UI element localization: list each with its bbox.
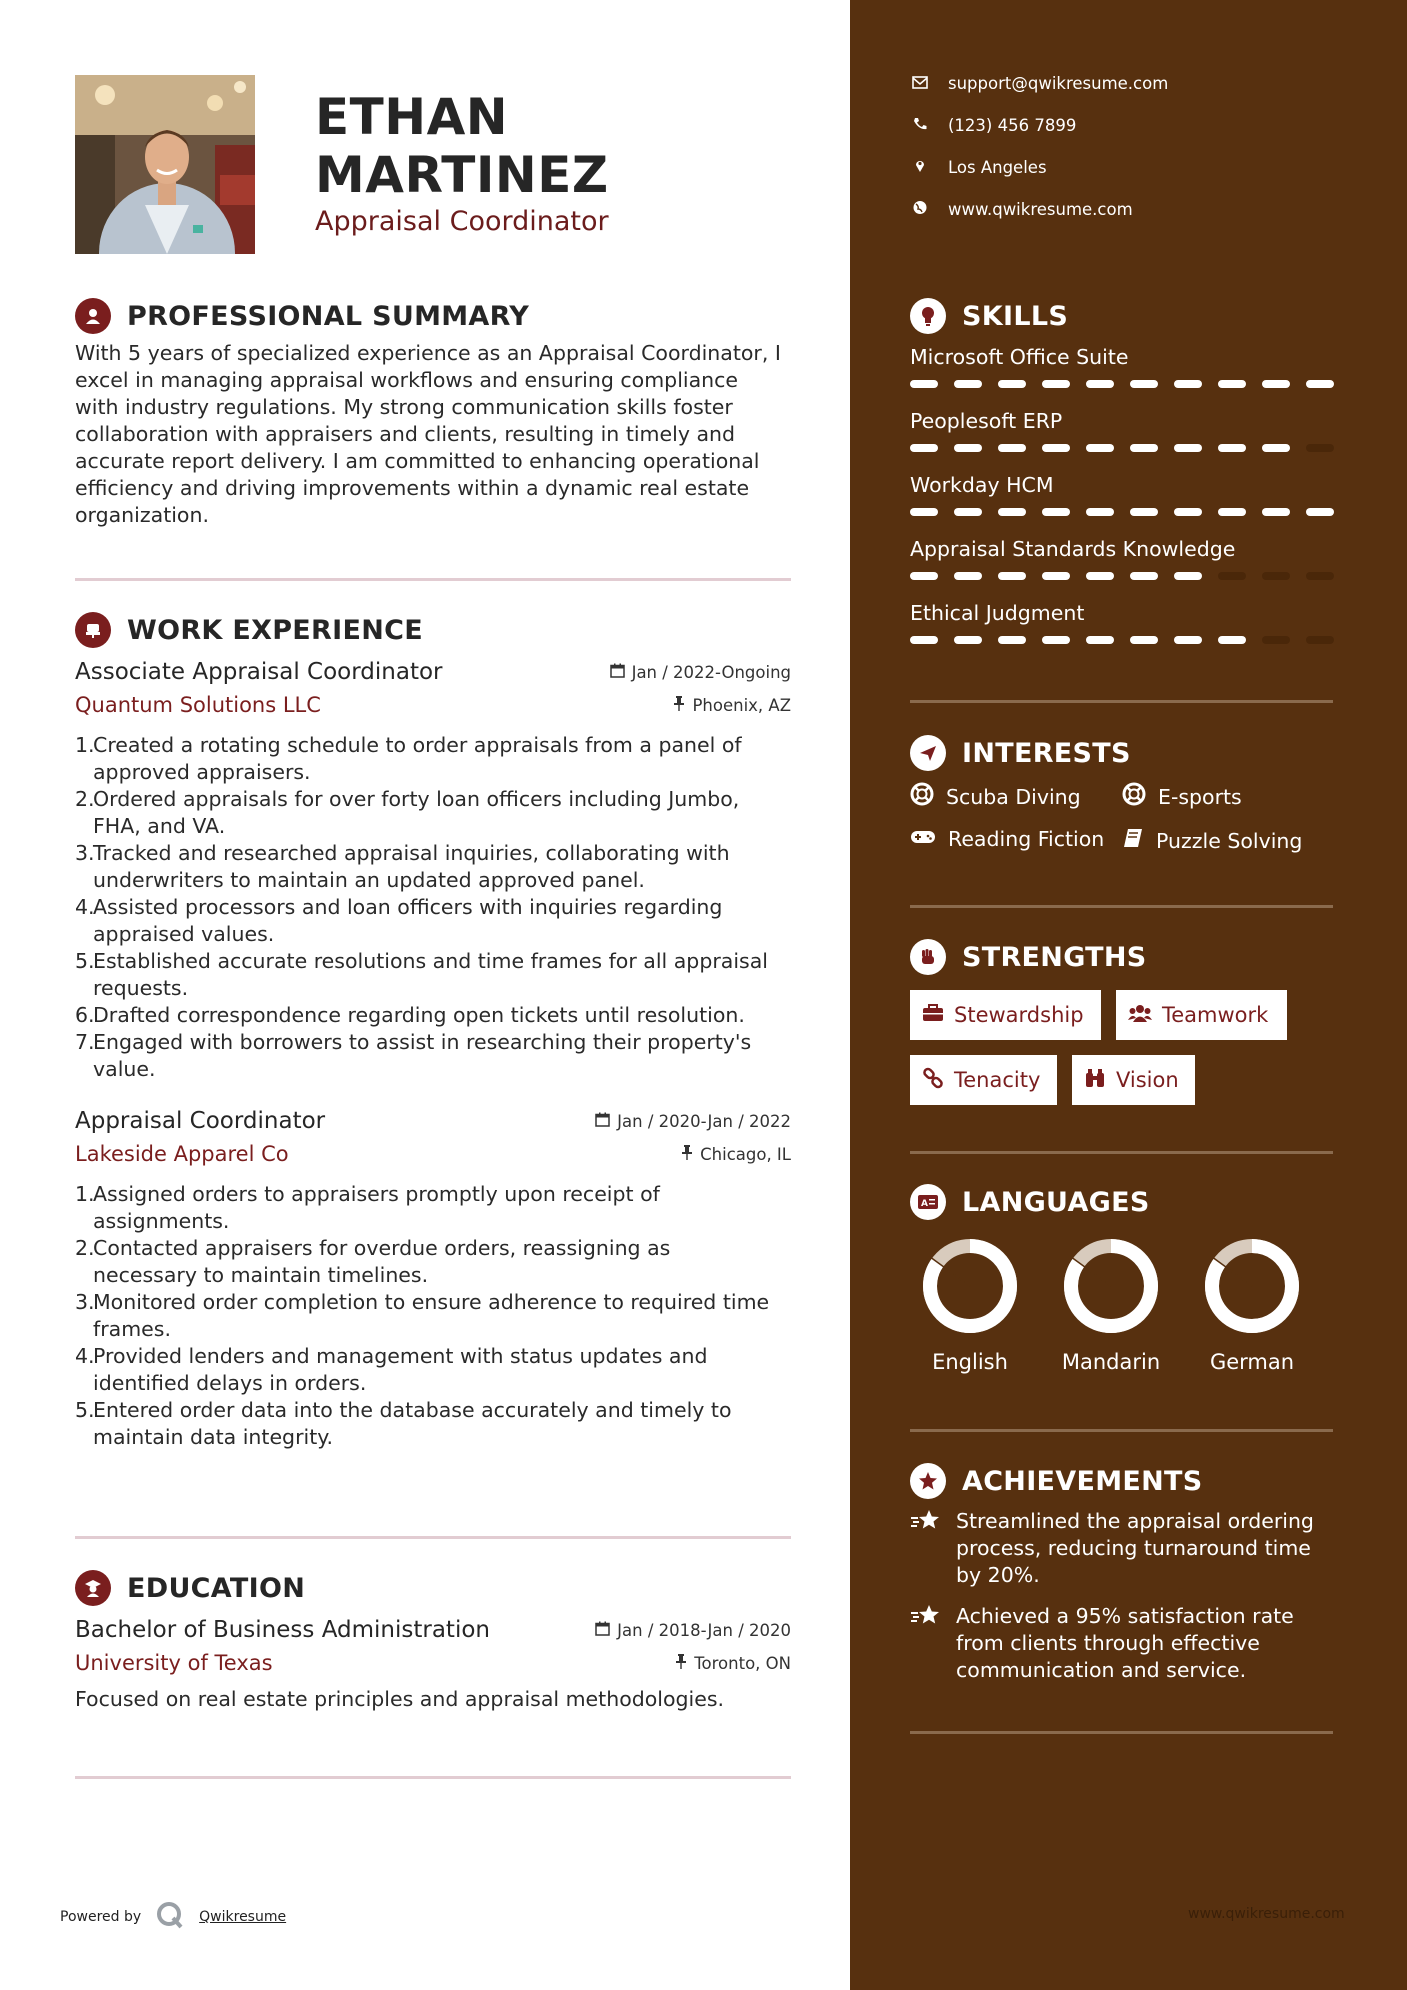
- life-ring-icon: [1122, 782, 1146, 811]
- skill-level-dash: [1086, 380, 1114, 388]
- skill-level-dash: [954, 572, 982, 580]
- skill-level-dash: [910, 508, 938, 516]
- fist-icon: [910, 939, 946, 975]
- skill-level-dash: [1130, 636, 1158, 644]
- skill-level-bar: [910, 572, 1335, 580]
- globe-icon: [912, 200, 928, 219]
- strength-label: Vision: [1116, 1068, 1179, 1092]
- strength-badge: [1072, 1055, 1195, 1105]
- summary-header: [75, 296, 791, 336]
- summary-line: accurate report delivery. I am committed to enhancing operational: [75, 449, 760, 473]
- skill-level-dash: [1130, 572, 1158, 580]
- school: University of Texas: [75, 1651, 273, 1675]
- duty-item: Contacted appraisers for overdue orders, reassigning as necessary to maintain timelines.: [93, 1236, 671, 1287]
- candidate-title: Appraisal Coordinator: [315, 206, 609, 237]
- brand-link[interactable]: Qwikresume: [199, 1909, 287, 1925]
- website-text: www.qwikresume.com: [948, 200, 1133, 219]
- sidebar-divider: [910, 1731, 1333, 1734]
- summary-heading: PROFESSIONAL SUMMARY: [127, 300, 530, 332]
- skill-level-bar: [910, 444, 1335, 452]
- summary-text: [75, 340, 791, 529]
- skill-level-dash: [1174, 636, 1202, 644]
- interest-label: Reading Fiction: [948, 827, 1105, 851]
- skill-level-dash: [910, 444, 938, 452]
- job-company: Quantum Solutions LLC: [75, 693, 321, 717]
- strength-badge: [1116, 990, 1287, 1040]
- skill-level-dash: [1262, 636, 1290, 644]
- interest-label: E-sports: [1158, 784, 1242, 809]
- sidebar-divider: [910, 700, 1333, 703]
- duty-item: Provided lenders and management with status updates and identified delays in orders.: [93, 1344, 708, 1395]
- gamepad-icon: [910, 827, 936, 851]
- achievement-text: Streamlined the appraisal ordering process, reducing turnaround time by 20%.: [956, 1509, 1314, 1587]
- skill-level-dash: [954, 636, 982, 644]
- strength-badge: [910, 1055, 1057, 1105]
- star-icon: [910, 1603, 942, 1684]
- interest-item: [910, 827, 1104, 851]
- footer-site: www.qwikresume.com: [1188, 1906, 1345, 1922]
- summary-section: [75, 296, 791, 529]
- section-divider: [75, 1776, 791, 1779]
- skill-level-dash: [1042, 508, 1070, 516]
- job-date: [595, 1112, 791, 1131]
- skill-level-dash: [910, 572, 938, 580]
- skill-item: [910, 344, 1335, 388]
- job-date: [610, 663, 791, 682]
- calendar-icon: [595, 1621, 610, 1640]
- skill-level-dash: [998, 508, 1026, 516]
- skill-item: [910, 472, 1335, 516]
- skill-level-dash: [1218, 508, 1246, 516]
- summary-line: efficiency and driving improvements within a dynamic real estate: [75, 476, 750, 500]
- duty-item: Established accurate resolutions and time frames for all appraisal requests.: [93, 949, 768, 1000]
- interest-item: [1122, 827, 1302, 854]
- education-date-text: Jan / 2018-Jan / 2020: [617, 1620, 791, 1640]
- contact-location: [912, 158, 1047, 177]
- skill-level-dash: [1174, 380, 1202, 388]
- email-text: support@qwikresume.com: [948, 74, 1169, 93]
- user-icon: [75, 298, 111, 334]
- skill-level-dash: [1130, 508, 1158, 516]
- powered-by-label: Powered by: [60, 1909, 142, 1925]
- achievements-header: [910, 1461, 1203, 1501]
- skill-level-dash: [1262, 444, 1290, 452]
- pin-icon: [673, 696, 685, 715]
- skill-level-dash: [1218, 572, 1246, 580]
- education-header: [75, 1568, 791, 1608]
- sidebar-divider: [910, 1429, 1333, 1432]
- sidebar-divider: [910, 1151, 1333, 1154]
- language-ring: [920, 1236, 1020, 1336]
- duty-item: Engaged with borrowers to assist in researching their property's value.: [93, 1030, 752, 1081]
- briefcase-icon: [922, 1003, 944, 1027]
- envelope-icon: [912, 74, 928, 93]
- duty-item: Drafted correspondence regarding open tickets until resolution.: [93, 1003, 745, 1027]
- education-section: [75, 1568, 791, 1713]
- candidate-name: [315, 88, 609, 204]
- contact-email[interactable]: [912, 74, 1168, 93]
- last-name: MARTINEZ: [315, 146, 609, 204]
- skill-level-dash: [1306, 636, 1334, 644]
- skill-level-bar: [910, 636, 1335, 644]
- skill-item: [910, 600, 1335, 644]
- section-divider: [75, 1536, 791, 1539]
- skill-level-dash: [1086, 508, 1114, 516]
- location-text: Los Angeles: [948, 158, 1047, 177]
- star-icon: [910, 1508, 942, 1589]
- interests-heading: INTERESTS: [962, 737, 1131, 769]
- skill-level-dash: [1218, 636, 1246, 644]
- skill-level-bar: [910, 508, 1335, 516]
- achievements-heading: ACHIEVEMENTS: [962, 1465, 1203, 1497]
- job-title: Appraisal Coordinator: [75, 1108, 326, 1134]
- skill-level-bar: [910, 380, 1335, 388]
- language-item: [1046, 1236, 1176, 1374]
- language-ring: [1061, 1236, 1161, 1336]
- paper-plane-icon: [910, 735, 946, 771]
- skill-level-dash: [1086, 636, 1114, 644]
- job-company: Lakeside Apparel Co: [75, 1142, 289, 1166]
- education-description: Focused on real estate principles and appraisal methodologies.: [75, 1687, 725, 1711]
- skill-level-dash: [954, 508, 982, 516]
- language-name: English: [932, 1350, 1008, 1374]
- interest-label: Scuba Diving: [946, 784, 1081, 809]
- job-title: Associate Appraisal Coordinator: [75, 659, 443, 685]
- map-pin-icon: [912, 158, 928, 177]
- phone-icon: [912, 116, 928, 135]
- skill-level-dash: [1262, 572, 1290, 580]
- lightbulb-icon: [910, 298, 946, 334]
- book-icon: [1122, 827, 1144, 854]
- skills-heading: SKILLS: [962, 300, 1069, 332]
- education-location: [675, 1654, 791, 1673]
- job-location: [681, 1145, 791, 1164]
- skill-level-dash: [1306, 444, 1334, 452]
- calendar-icon: [595, 1112, 610, 1131]
- language-name: German: [1209, 1350, 1295, 1374]
- interests-header: [910, 733, 1131, 773]
- skill-level-dash: [1174, 508, 1202, 516]
- summary-line: excel in managing appraisal workflows and ensuring compliance: [75, 368, 739, 392]
- education-entry: [75, 1614, 791, 1713]
- language-name: Mandarin: [1061, 1350, 1161, 1374]
- skill-level-dash: [1130, 380, 1158, 388]
- strength-badge: [910, 990, 1101, 1040]
- skill-name: Ethical Judgment: [910, 601, 1085, 625]
- skill-level-dash: [910, 636, 938, 644]
- skill-name: Microsoft Office Suite: [910, 345, 1129, 369]
- duty-item: Assisted processors and loan officers with inquiries regarding appraised values.: [93, 895, 723, 946]
- languages-header: [910, 1182, 1150, 1222]
- language-icon: [910, 1184, 946, 1220]
- job-entry: [75, 1105, 791, 1451]
- star-badge-icon: [910, 1463, 946, 1499]
- phone-text: (123) 456 7899: [948, 116, 1077, 135]
- education-location-text: Toronto, ON: [694, 1653, 791, 1673]
- briefcase-chair-icon: [75, 612, 111, 648]
- duty-item: Assigned orders to appraisers promptly upon receipt of assignments.: [93, 1182, 660, 1233]
- summary-line: with industry regulations. My strong communication skills foster: [75, 395, 733, 419]
- users-icon: [1128, 1003, 1152, 1027]
- skill-level-dash: [1042, 444, 1070, 452]
- education-date: [595, 1621, 791, 1640]
- qwikresume-logo-icon: [155, 1900, 185, 1934]
- link-icon: [922, 1067, 944, 1094]
- skill-level-dash: [998, 380, 1026, 388]
- pin-icon: [675, 1654, 687, 1673]
- contact-phone: [912, 116, 1076, 135]
- duty-item: Monitored order completion to ensure adherence to required time frames.: [93, 1290, 770, 1341]
- graduate-icon: [75, 1570, 111, 1606]
- languages-heading: LANGUAGES: [962, 1186, 1150, 1218]
- experience-section: [75, 610, 791, 1451]
- experience-header: [75, 610, 791, 650]
- skill-level-dash: [1262, 508, 1290, 516]
- skill-name: Appraisal Standards Knowledge: [910, 537, 1236, 561]
- skill-level-dash: [1306, 508, 1334, 516]
- section-divider: [75, 578, 791, 581]
- skill-level-dash: [1218, 444, 1246, 452]
- powered-by: [60, 1900, 286, 1934]
- job-entry: [75, 656, 791, 1083]
- strength-label: Tenacity: [954, 1068, 1041, 1092]
- skill-level-dash: [998, 636, 1026, 644]
- life-ring-icon: [910, 782, 934, 811]
- interest-item: [910, 782, 1081, 811]
- skill-level-dash: [910, 380, 938, 388]
- first-name: ETHAN: [315, 88, 509, 146]
- achievement-item: [910, 1603, 1340, 1684]
- summary-line: With 5 years of specialized experience as an Appraisal Coordinator, I: [75, 341, 781, 365]
- skill-level-dash: [1262, 380, 1290, 388]
- job-duties: [75, 732, 791, 1083]
- achievement-text: Achieved a 95% satisfaction rate from clients through effective communication and service.: [956, 1604, 1294, 1682]
- skill-level-dash: [1086, 572, 1114, 580]
- strengths-header: [910, 937, 1147, 977]
- interest-label: Puzzle Solving: [1156, 828, 1303, 853]
- skill-level-dash: [1218, 380, 1246, 388]
- skill-level-dash: [954, 444, 982, 452]
- strength-label: Teamwork: [1162, 1003, 1269, 1027]
- job-location: [673, 696, 791, 715]
- skill-level-dash: [1306, 380, 1334, 388]
- language-item: [905, 1236, 1035, 1374]
- svg-text:A: A: [921, 1199, 928, 1209]
- sidebar-divider: [910, 905, 1333, 908]
- skill-level-dash: [1130, 444, 1158, 452]
- summary-line: organization.: [75, 503, 209, 527]
- duty-item: Ordered appraisals for over forty loan officers including Jumbo, FHA, and VA.: [93, 787, 740, 838]
- skill-level-dash: [1174, 444, 1202, 452]
- skill-level-dash: [998, 444, 1026, 452]
- skill-level-dash: [1042, 572, 1070, 580]
- degree: Bachelor of Business Administration: [75, 1617, 490, 1643]
- skill-name: Peoplesoft ERP: [910, 409, 1063, 433]
- pin-icon: [681, 1145, 693, 1164]
- education-heading: EDUCATION: [127, 1572, 306, 1604]
- achievement-item: [910, 1508, 1340, 1589]
- job-date-text: Jan / 2020-Jan / 2022: [617, 1111, 791, 1131]
- job-location-text: Chicago, IL: [700, 1144, 791, 1164]
- skill-level-dash: [1306, 572, 1334, 580]
- binoculars-icon: [1084, 1067, 1106, 1094]
- language-item: [1187, 1236, 1317, 1374]
- skill-level-dash: [1086, 444, 1114, 452]
- skill-level-dash: [1042, 636, 1070, 644]
- job-duties: [75, 1181, 791, 1451]
- summary-line: collaboration with appraisers and clients, resulting in timely and: [75, 422, 736, 446]
- experience-heading: WORK EXPERIENCE: [127, 614, 423, 646]
- skills-header: [910, 296, 1068, 336]
- job-location-text: Phoenix, AZ: [692, 695, 791, 715]
- calendar-icon: [610, 663, 625, 682]
- skill-item: [910, 408, 1335, 452]
- skill-level-dash: [1174, 572, 1202, 580]
- skill-level-dash: [954, 380, 982, 388]
- skill-level-dash: [1042, 380, 1070, 388]
- profile-photo: [75, 75, 255, 254]
- strength-label: Stewardship: [954, 1003, 1084, 1027]
- interest-item: [1122, 782, 1242, 811]
- job-date-text: Jan / 2022-Ongoing: [631, 662, 791, 682]
- contact-website[interactable]: [912, 200, 1133, 219]
- duty-item: Entered order data into the database accurately and timely to maintain data integrity.: [93, 1398, 732, 1449]
- language-ring: [1202, 1236, 1302, 1336]
- skill-name: Workday HCM: [910, 473, 1054, 497]
- duty-item: Tracked and researched appraisal inquiries, collaborating with underwriters to maintain an updated approved panel.: [93, 841, 730, 892]
- skill-level-dash: [998, 572, 1026, 580]
- strengths-heading: STRENGTHS: [962, 941, 1147, 973]
- skill-item: [910, 536, 1335, 580]
- duty-item: Created a rotating schedule to order appraisals from a panel of approved appraisers.: [93, 733, 742, 784]
